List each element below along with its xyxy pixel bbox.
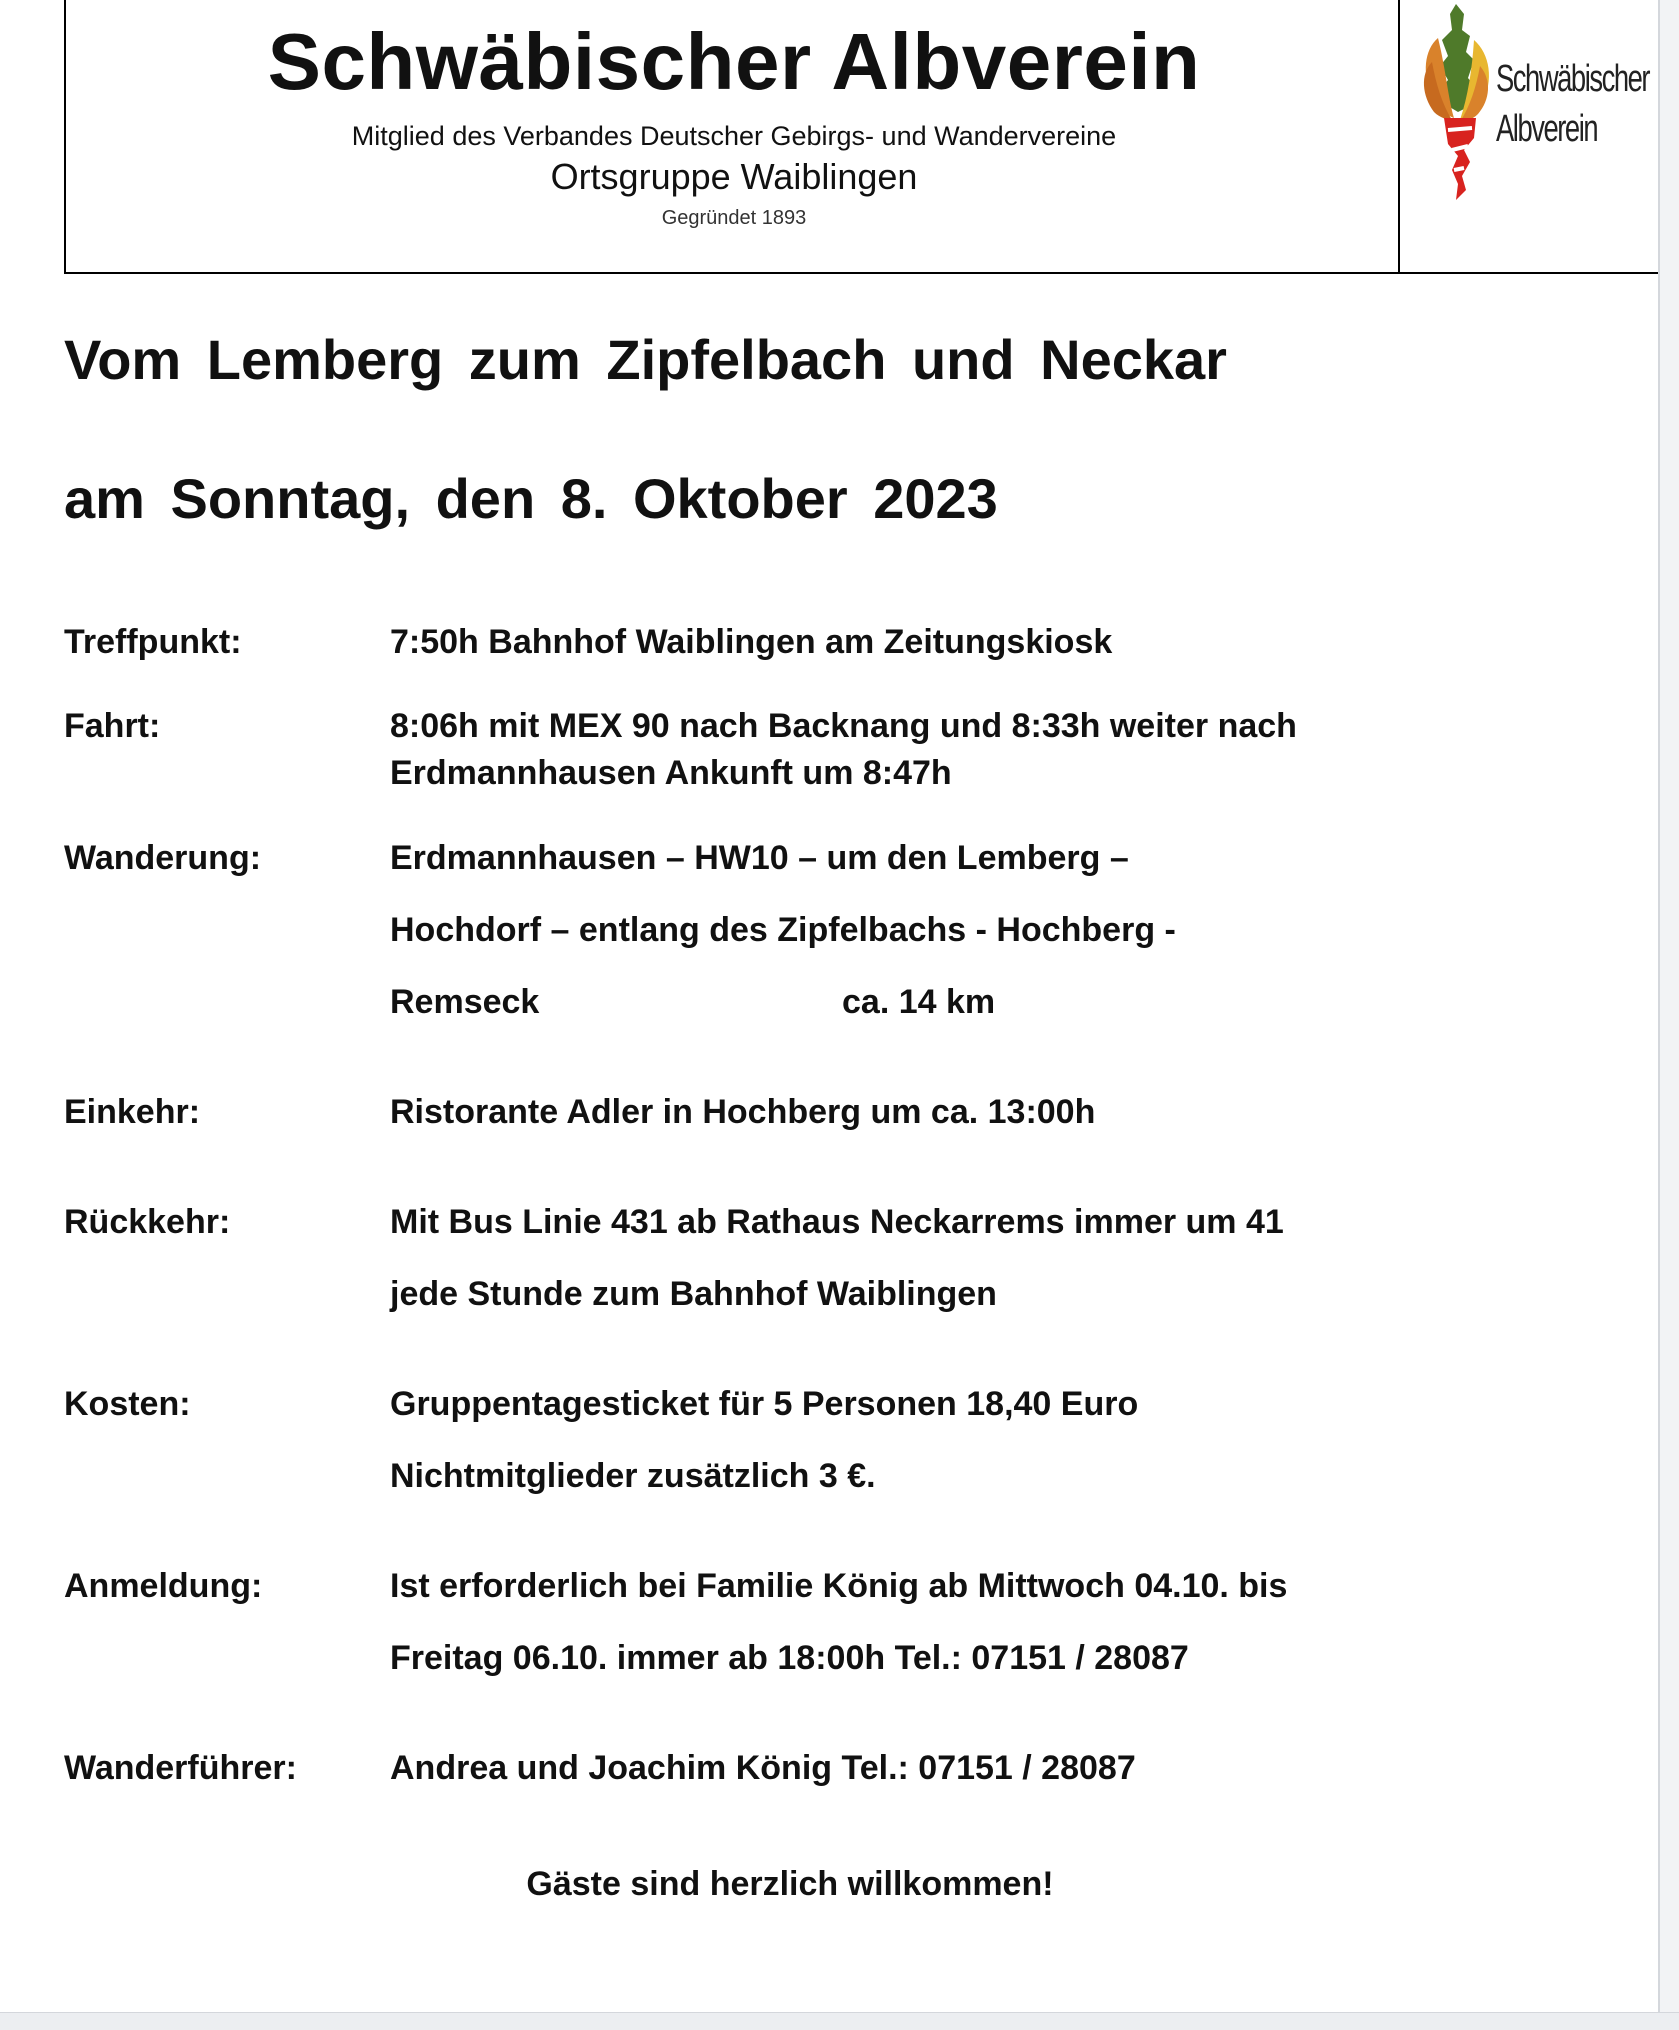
meeting-label: Treffpunkt:	[64, 623, 242, 661]
travel-line-2: Erdmannhausen Ankunft um 8:47h	[390, 754, 952, 792]
travel-label: Fahrt:	[64, 707, 161, 745]
cost-label: Kosten:	[64, 1385, 191, 1423]
hike-label: Wanderung:	[64, 839, 262, 877]
return-line-2: jede Stunde zum Bahnhof Waiblingen	[390, 1275, 997, 1313]
guide-label: Wanderführer:	[64, 1749, 297, 1787]
travel-line-1: 8:06h mit MEX 90 nach Backnang und 8:33h weiter nach	[390, 707, 1297, 745]
welcome-note: Gäste sind herzlich willkommen!	[526, 1865, 1054, 1903]
albverein-logo-icon	[1418, 0, 1498, 210]
hike-line-2: Hochdorf – entlang des Zipfelbachs - Hochberg -	[390, 911, 1176, 949]
stop-label: Einkehr:	[64, 1093, 201, 1131]
event-date: am Sonntag, den 8. Oktober 2023	[64, 467, 998, 530]
return-line-1: Mit Bus Linie 431 ab Rathaus Neckarrems immer um 41	[390, 1203, 1284, 1241]
guide-value: Andrea und Joachim König Tel.: 07151 / 28087	[390, 1749, 1136, 1787]
founded-line: Gegründet 1893	[661, 207, 807, 229]
membership-line: Mitglied des Verbandes Deutscher Gebirgs- und Wandervereine	[351, 121, 1117, 151]
horizontal-scrollbar[interactable]	[0, 2012, 1679, 2030]
stop-value: Ristorante Adler in Hochberg um ca. 13:00h	[390, 1093, 1096, 1131]
meeting-value: 7:50h Bahnhof Waiblingen am Zeitungskiosk	[390, 623, 1113, 661]
hike-line-1: Erdmannhausen – HW10 – um den Lemberg –	[390, 839, 1129, 877]
header-box	[64, 0, 1400, 274]
cost-line-2: Nichtmitglieder zusätzlich 3 €.	[390, 1457, 876, 1495]
signup-label: Anmeldung:	[64, 1567, 263, 1605]
event-title: Vom Lemberg zum Zipfelbach und Neckar	[64, 328, 1227, 391]
hike-distance: ca. 14 km	[842, 983, 996, 1021]
signup-line-1: Ist erforderlich bei Familie König ab Mittwoch 04.10. bis	[390, 1567, 1288, 1605]
hike-line-3: Remseck	[390, 983, 540, 1021]
cost-line-1: Gruppentagesticket für 5 Personen 18,40 Euro	[390, 1385, 1139, 1423]
organization-title: Schwäbischer Albverein	[267, 17, 1201, 106]
return-label: Rückkehr:	[64, 1203, 231, 1241]
signup-line-2: Freitag 06.10. immer ab 18:00h Tel.: 07151 / 28087	[390, 1639, 1189, 1677]
vertical-scrollbar[interactable]	[1658, 0, 1679, 2012]
logo-box	[1400, 0, 1658, 274]
local-group-line: Ortsgruppe Waiblingen	[550, 156, 918, 197]
logo-wordmark: Schwäbischer Albverein	[1496, 58, 1650, 150]
